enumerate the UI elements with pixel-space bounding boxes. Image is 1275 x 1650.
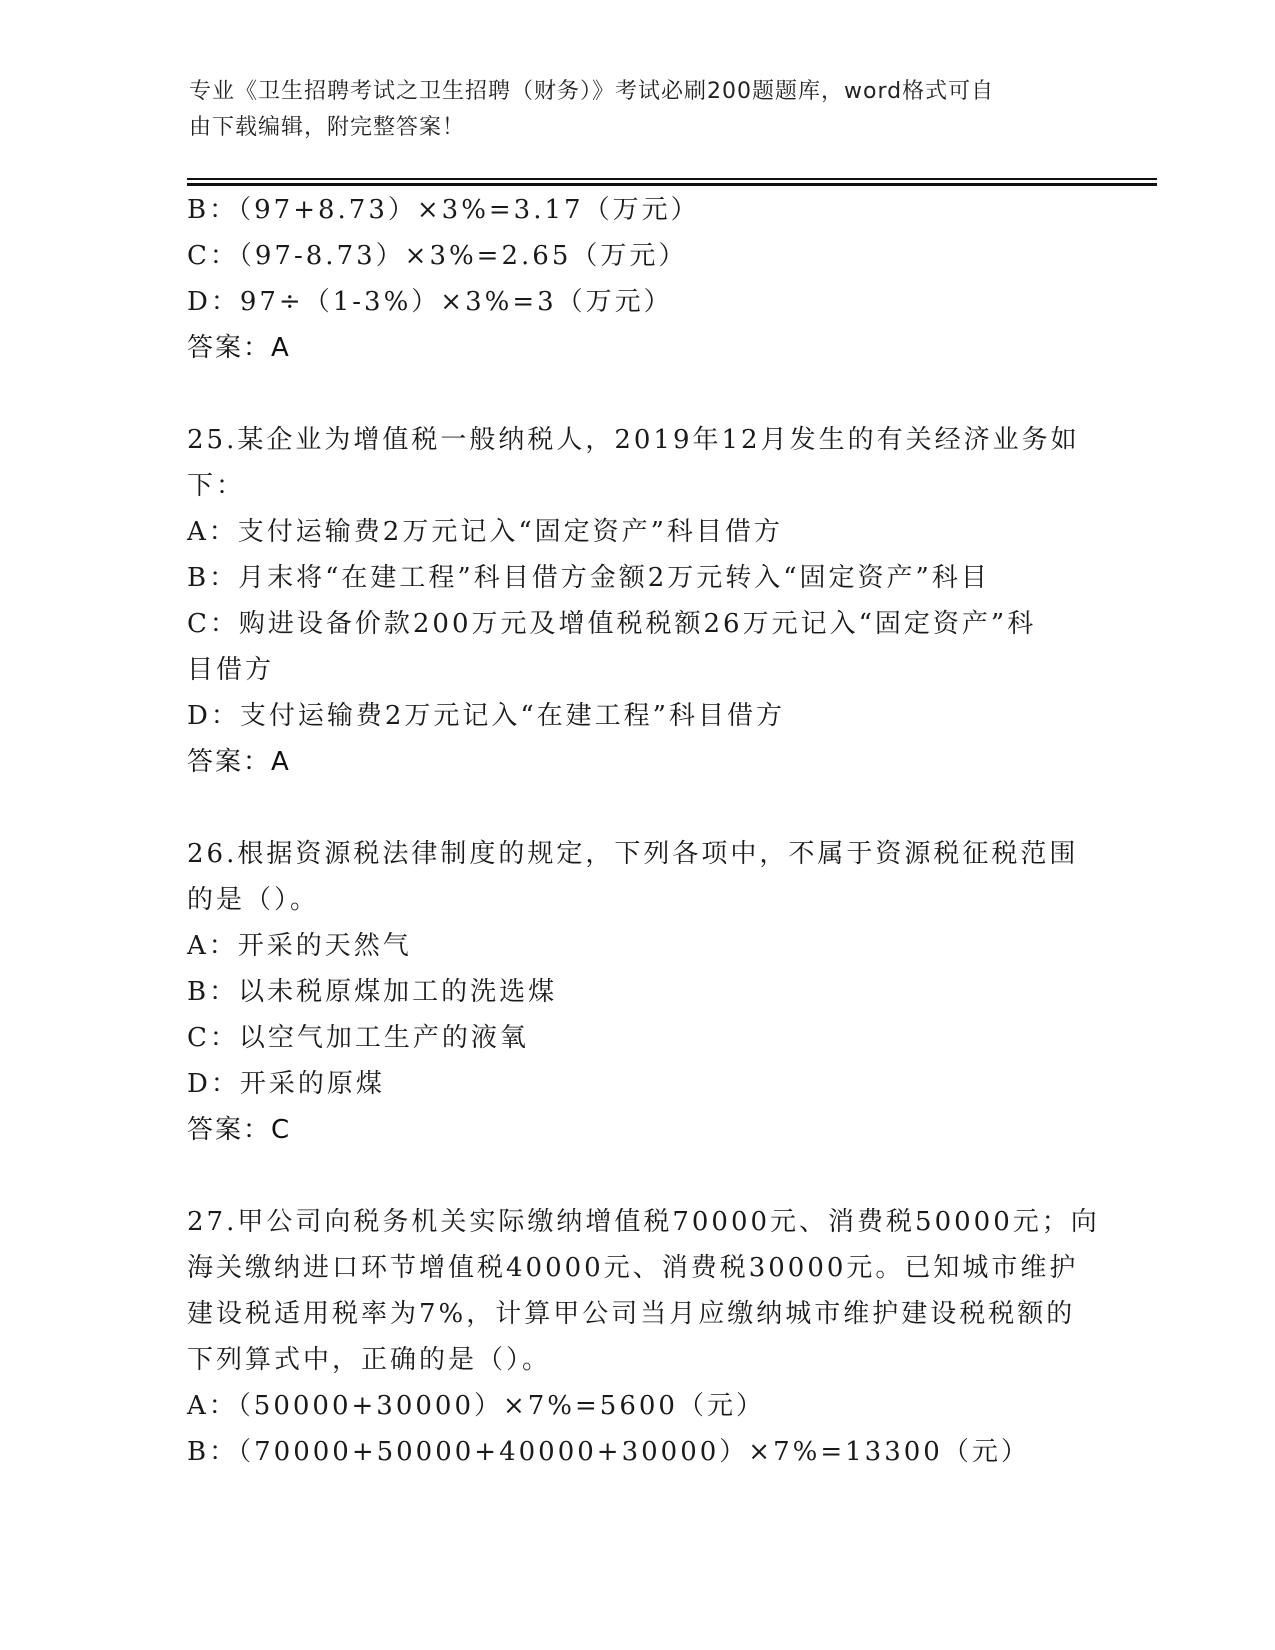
document-header — [189, 74, 1069, 146]
option-d: D：97÷（1-3%）×3%=3（万元） — [187, 287, 673, 317]
option-c: C：（97-8.73）×3%=2.65（万元） — [187, 241, 688, 271]
option-b: B：（70000+50000+40000+30000）×7%=13300（元） — [187, 1437, 1030, 1467]
question-stem: 27.甲公司向税务机关实际缴纳增值税70000元、消费税50000元；向 — [187, 1207, 1100, 1237]
option-c: C：购进设备价款200万元及增值税税额26万元记入“固定资产”科 — [187, 609, 1037, 639]
answer: 答案：C — [187, 1115, 292, 1145]
answer: 答案：A — [187, 333, 291, 363]
spacer — [187, 371, 1087, 417]
spacer — [187, 785, 1087, 831]
answer: 答案：A — [187, 747, 291, 777]
question-stem-cont: 海关缴纳进口环节增值税40000元、消费税30000元。已知城市维护 — [187, 1253, 1079, 1283]
document-body — [187, 187, 1100, 1475]
question-stem-cont: 下列算式中，正确的是（）。 — [187, 1345, 552, 1375]
option-b: B：月末将“在建工程”科目借方金额2万元转入“固定资产”科目 — [187, 563, 990, 593]
header-line-1: 专业《卫生招聘考试之卫生招聘（财务）》考试必刷200题题库，word格式可自 — [189, 79, 995, 104]
question-27-block — [187, 1199, 1100, 1475]
option-b: B：以未税原煤加工的洗选煤 — [187, 977, 558, 1007]
question-stem-cont: 下： — [187, 471, 246, 501]
option-a: A：开采的天然气 — [187, 931, 412, 961]
option-c-cont: 目借方 — [187, 655, 275, 685]
question-stem: 26.根据资源税法律制度的规定，下列各项中，不属于资源税征税范围 — [187, 839, 1079, 869]
prev-question-block — [187, 187, 1087, 371]
question-stem-cont: 建设税适用税率为7%，计算甲公司当月应缴纳城市维护建设税税额的 — [187, 1299, 1076, 1329]
question-stem: 25.某企业为增值税一般纳税人，2019年12月发生的有关经济业务如 — [187, 425, 1080, 455]
header-divider-thick — [187, 183, 1157, 186]
spacer — [187, 1153, 1087, 1199]
option-c: C：以空气加工生产的液氧 — [187, 1023, 529, 1053]
option-a: A：（50000+30000）×7%=5600（元） — [187, 1391, 765, 1421]
header-line-2: 由下载编辑，附完整答案！ — [189, 115, 466, 140]
option-a: A：支付运输费2万元记入“固定资产”科目借方 — [187, 517, 783, 547]
option-b: B：（97+8.73）×3%=3.17（万元） — [187, 195, 700, 225]
option-d: D：支付运输费2万元记入“在建工程”科目借方 — [187, 701, 785, 731]
header-divider-thin — [187, 178, 1157, 180]
question-stem-cont: 的是（）。 — [187, 885, 320, 915]
option-d: D：开采的原煤 — [187, 1069, 385, 1099]
question-26-block — [187, 831, 1087, 1153]
question-25-block — [187, 417, 1087, 785]
